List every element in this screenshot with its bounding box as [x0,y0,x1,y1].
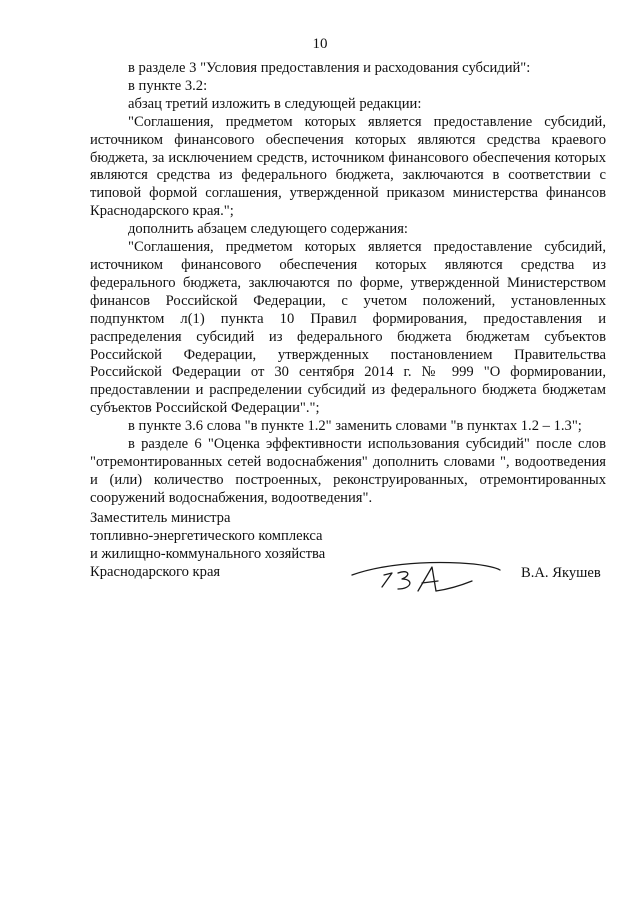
signatory-position [90,510,325,582]
paragraph-agreements-regional: "Соглашения, предметом которых является предоставление субсидий, источником финансового обеспечения которых являются средства краевого бюджета, за исключением средств, источником финансового обеспечения которых являются средства из федерального бюджета, заключаются в соответствии с типовой формой соглашения, утвержденной приказом министерства финансов Краснодарского края."; [90,113,606,220]
paragraph-section-6: в разделе 6 "Оценка эффективности использования субсидий" после слов "отремонтированных сетей водоснабжения" дополнить словами ", водоотведения и (или) количество построенных, реконструированных, отремонтированных сооружений водоснабжения, водоотведения". [90,436,606,506]
paragraph-point-3-2: в пункте 3.2: [128,77,208,94]
paragraph-third-abzac: абзац третий изложить в следующей редакции: [128,95,422,112]
paragraph-section-3: в разделе 3 "Условия предоставления и расходования субсидий": [128,60,531,76]
paragraph-add-abzac: дополнить абзацем следующего содержания: [128,221,408,238]
paragraph-agreements-federal: "Соглашения, предметом которых является предоставление субсидий, источником финансового обеспечения которых являются средства из федерального бюджета, заключаются по форме, утвержденной Министерством финансов Российской Федерации, с учетом положений, установленных подпунктом л(1) пункта 10 Правил формирования, предоставления и распределения субсидий из федерального бюджета бюджетам субъектов Российской Федерации, утвержденных постановлением Правительства Российской Федерации от 30 сентября 2014 г. № 999 "О формировании, предоставлении и распределении субсидий из федерального бюджета бюджетам субъектов Российской Федерации"."; [90,239,606,417]
document-body [90,60,606,508]
page-number: 10 [312,36,328,52]
position-line: топливно-энергетического комплекса [90,527,323,544]
position-line: Краснодарского края [90,563,221,580]
paragraph-point-3-6: в пункте 3.6 слова "в пункте 1.2" заменить словами "в пунктах 1.2 – 1.3"; [128,418,582,435]
handwritten-signature [340,545,520,605]
position-line: и жилищно-коммунального хозяйства [90,545,326,562]
signatory-name: В.А. Якушев [521,565,601,581]
position-line: Заместитель министра [90,510,231,526]
